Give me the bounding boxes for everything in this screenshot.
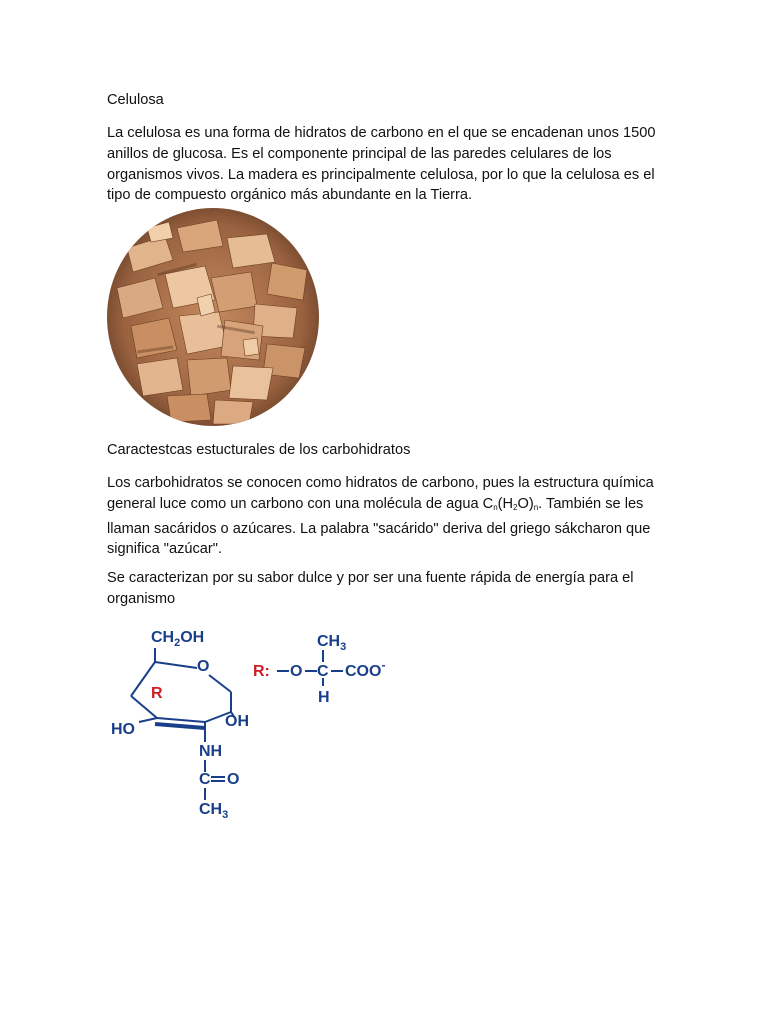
label-h: H [318, 689, 330, 706]
label-ch2oh: $CH_2OH$ [151, 629, 205, 649]
paragraph-celulosa: La celulosa es una forma de hidratos de carbono en el que se encadenan unos 1500 anillos de glucosa. Es el componente principal de las paredes celulares de los organismos vivos. La madera es principalmente celulosa, por lo que la celulosa es el tipo de compuesto orgánico más abundante en la Tierra. [107, 125, 656, 204]
label-ho: HO [111, 721, 135, 738]
paragraph-carbohidratos: Los carbohidratos se conocen como hidratos de carbono, pues la estructura química general luce como un carbono con una molécula de agua $C_n(H_2O)_n$. También se les llaman sacáridos o azúcares. La palabra "sacárido" deriva del griego sákcharon que significa "azúcar". [107, 475, 654, 558]
label-o2: O [290, 663, 303, 680]
wood-chips-illustration [107, 208, 319, 426]
n-acetylmuramic-acid-structure [107, 620, 407, 830]
label-ch3b: $CH_3$ [317, 633, 347, 653]
label-ch3: $CH_3$ [199, 801, 229, 821]
label-c2: C [317, 663, 329, 680]
heading-celulosa: Celulosa [107, 92, 164, 108]
label-eq-o: O [227, 771, 240, 788]
label-nh: NH [199, 743, 223, 760]
heading-caracteristicas: Caractestcas estucturales de los carbohidratos [107, 442, 411, 458]
label-oh: OH [225, 713, 249, 730]
label-ring-o: O [197, 658, 210, 675]
label-r-def: R: [253, 663, 270, 680]
wood-chips-image [107, 208, 319, 426]
paragraph-sabor: Se caracterizan por su sabor dulce y por ser una fuente rápida de energía para el organismo [107, 570, 634, 607]
label-r: R [151, 685, 163, 702]
label-c: C [199, 771, 211, 788]
label-coo: COO- [345, 658, 386, 680]
